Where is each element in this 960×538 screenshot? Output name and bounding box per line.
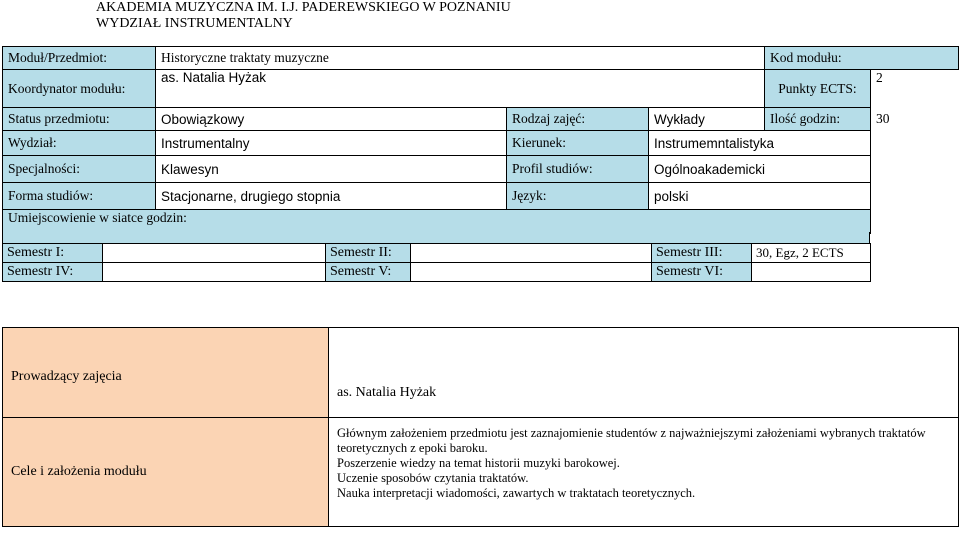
class-type-label: Rodzaj zajęć: [507,108,649,131]
faculty-name: WYDZIAŁ INSTRUMENTALNY [96,16,293,31]
semester-2-label: Semestr II: [326,244,411,263]
faculty-value: Instrumentalny [156,131,507,156]
profile-label: Profil studiów: [507,156,649,183]
semester-2-value [411,244,652,263]
document-header [96,0,511,32]
ects-value: 2 [871,70,959,108]
semester-table [2,243,871,282]
semester-row-1 [3,244,871,263]
form-label: Forma studiów: [3,183,156,210]
goals-list [329,418,959,527]
module-details-table [2,327,959,527]
row-form [3,183,959,210]
form-value: Stacjonarne, drugiego stopnia [156,183,507,210]
goals-label: Cele i założenia modułu [3,418,329,527]
row-coordinator [3,70,959,108]
module-info-table [2,46,959,234]
language-value: polski [649,183,871,210]
profile-value: Ogólnoakademicki [649,156,871,183]
class-type-value: Wykłady [649,108,765,131]
placement-label: Umiejscowienie w siatce godzin: [3,210,871,234]
row-specialty [3,156,959,183]
semester-6-label: Semestr VI: [652,263,752,282]
specialty-value: Klawesyn [156,156,507,183]
row-subject [3,47,959,70]
row-goals [3,418,959,527]
specialty-label: Specjalności: [3,156,156,183]
coordinator-label: Koordynator modułu: [3,70,156,108]
semester-4-value [103,263,326,282]
row-placement [3,210,959,234]
semester-3-value: 30, Egz, 2 ECTS [752,244,871,263]
hours-value: 30 [871,108,959,131]
semester-5-value [411,263,652,282]
coordinator-value: as. Natalia Hyżak [156,70,765,108]
goal-item: Poszerzenie wiedzy na temat historii muzyki barokowej. [337,456,620,470]
semester-3-label: Semestr III: [652,244,752,263]
semester-1-value [103,244,326,263]
semester-row-2 [3,263,871,282]
ects-label: Punkty ECTS: [765,70,871,108]
direction-label: Kierunek: [507,131,649,156]
row-faculty [3,131,959,156]
status-label: Status przedmiotu: [3,108,156,131]
goal-item: Głównym założeniem przedmiotu jest zaznajomienie studentów z najważniejszymi założeniami wybranych traktatów teoretycznych z epoki baroku. [337,426,926,455]
language-label: Język: [507,183,649,210]
code-label: Kod modułu: [765,47,959,70]
hours-label: Ilość godzin: [765,108,871,131]
lecturer-label: Prowadzący zajęcia [3,328,329,418]
subject-value: Historyczne traktaty muzyczne [156,47,765,70]
semester-1-label: Semestr I: [3,244,103,263]
semester-5-label: Semestr V: [326,263,411,282]
row-lecturer [3,328,959,418]
row-status [3,108,959,131]
status-value: Obowiązkowy [156,108,507,131]
goal-item: Uczenie sposobów czytania traktatów. [337,471,529,485]
semester-6-value [752,263,871,282]
academy-name: AKADEMIA MUZYCZNA IM. I.J. PADEREWSKIEGO W POZNANIU [96,0,511,15]
direction-value: Instrumemntalistyka [649,131,871,156]
faculty-label: Wydział: [3,131,156,156]
lecturer-value: as. Natalia Hyżak [329,328,959,418]
subject-label: Moduł/Przedmiot: [3,47,156,70]
semester-4-label: Semestr IV: [3,263,103,282]
goal-item: Nauka interpretacji wiadomości, zawartych w traktatach teoretycznych. [337,486,696,500]
